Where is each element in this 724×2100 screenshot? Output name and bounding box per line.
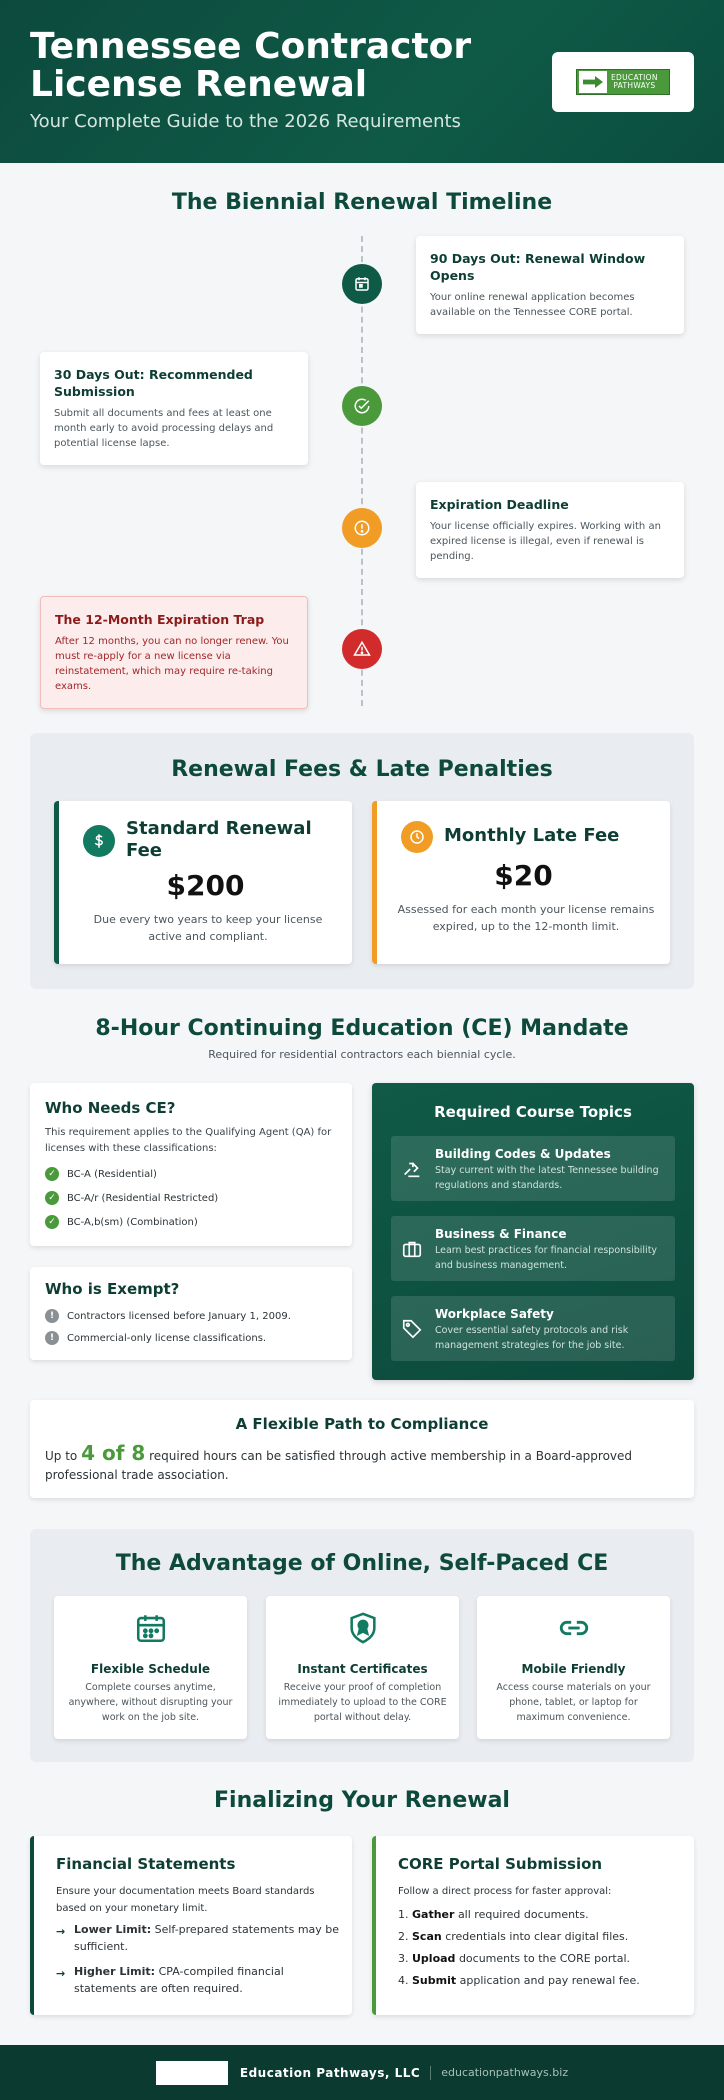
- ce-subheading: Required for residential contractors each biennial cycle.: [208, 1048, 516, 1061]
- higher-limit-item: Higher Limit: CPA-compiled financial statements are often required.: [74, 1965, 284, 1995]
- footer-company: Education Pathways, LLC: [239, 2065, 421, 2080]
- check-icon: ✓: [45, 1191, 59, 1205]
- card-text: Follow a direct process for faster approval:: [398, 1886, 612, 1897]
- topic-text: Cover essential safety protocols and risk management strategies for the job site.: [435, 1325, 629, 1351]
- topic-title: Building Codes & Updates: [435, 1147, 611, 1161]
- link-icon: [557, 1611, 591, 1645]
- topic-title: Business & Finance: [435, 1227, 567, 1241]
- classification-item: ✓ BC-A,b(sm) (Combination): [45, 1215, 198, 1229]
- advantage-title: Instant Certificates: [297, 1662, 428, 1676]
- check-icon: ✓: [45, 1215, 59, 1229]
- timeline-card-title: The 12-Month Expiration Trap: [55, 612, 265, 627]
- info-icon: !: [45, 1331, 59, 1345]
- brand-logo[interactable]: [552, 52, 694, 112]
- advantage-title: Mobile Friendly: [521, 1662, 626, 1676]
- topics-title: Required Course Topics: [434, 1103, 632, 1121]
- timeline-card-text: Submit all documents and fees at least one month early to avoid processing delays and potential license lapse.: [54, 408, 274, 449]
- footer-url-link[interactable]: educationpathways.biz: [441, 2066, 569, 2079]
- final-heading: Finalizing Your Renewal: [214, 1788, 510, 1813]
- topic-text: Stay current with the latest Tennessee building regulations and standards.: [435, 1165, 659, 1191]
- page-subtitle: Your Complete Guide to the 2026 Requirements: [30, 111, 461, 132]
- timeline-card-title: 90 Days Out: Renewal Window Opens: [430, 251, 646, 283]
- timeline-heading: The Biennial Renewal Timeline: [171, 190, 553, 215]
- alert-circle-icon: [342, 508, 382, 548]
- advantage-title: Flexible Schedule: [90, 1662, 211, 1676]
- timeline-card-title: Expiration Deadline: [430, 497, 569, 512]
- arrow-right-icon: →: [56, 1925, 66, 1938]
- fee-description: Assessed for each month your license remains expired, up to the 12-month limit.: [397, 903, 655, 933]
- late-fee-card: [372, 801, 670, 964]
- flexible-title: A Flexible Path to Compliance: [235, 1415, 489, 1433]
- footer: [0, 2045, 724, 2100]
- step-item: 3. Upload documents to the CORE portal.: [398, 1952, 631, 1965]
- financial-statements-card: [30, 1836, 352, 2015]
- advantage-heading: The Advantage of Online, Self-Paced CE: [115, 1551, 609, 1576]
- card-text: This requirement applies to the Qualifying Agent (QA) for licenses with these classifications:: [45, 1127, 332, 1154]
- fees-panel: [30, 733, 694, 989]
- exempt-item: ! Commercial-only license classifications.: [45, 1331, 266, 1345]
- topic-building-codes: [391, 1136, 675, 1201]
- core-portal-card: [372, 1836, 694, 2015]
- timeline-card-30-days: [40, 352, 308, 465]
- advantage-card-certificates: [266, 1596, 459, 1739]
- header-banner: [0, 0, 724, 163]
- card-title: Who Needs CE?: [45, 1099, 176, 1117]
- hours-highlight: 4 of 8: [81, 1441, 146, 1465]
- flexible-path-card: [30, 1400, 694, 1498]
- lower-limit-item: Lower Limit: Self-prepared statements may be sufficient.: [74, 1923, 340, 1953]
- topic-title: Workplace Safety: [435, 1307, 554, 1321]
- card-title: CORE Portal Submission: [398, 1855, 603, 1873]
- timeline-card-12-month-trap: [40, 596, 308, 709]
- fee-amount: $20: [494, 859, 553, 892]
- logo-text-1: EDUCATION: [611, 73, 658, 82]
- timeline-card-text: After 12 months, you can no longer renew. You must re-apply for a new license via reinstatement, which may require re-taking exams.: [55, 636, 289, 692]
- standard-fee-card: [54, 801, 352, 964]
- topic-text: Learn best practices for financial responsibility and business management.: [435, 1245, 658, 1271]
- briefcase-icon: [401, 1238, 423, 1260]
- page-title: Tennessee Contractor License Renewal: [30, 26, 472, 105]
- advantage-text: Access course materials on your phone, tablet, or laptop for maximum convenience.: [496, 1682, 651, 1723]
- step-item: 4. Submit application and pay renewal fee.: [398, 1974, 640, 1987]
- calendar-icon: [134, 1611, 168, 1645]
- footer-divider: [430, 2066, 431, 2080]
- fee-title: Monthly Late Fee: [444, 825, 620, 846]
- dollar-icon: [83, 825, 115, 857]
- exempt-item: ! Contractors licensed before January 1, 2009.: [45, 1309, 291, 1323]
- classification-item: ✓ BC-A/r (Residential Restricted): [45, 1191, 218, 1205]
- check-circle-icon: [342, 386, 382, 426]
- card-title: Who is Exempt?: [45, 1280, 180, 1298]
- tag-icon: [401, 1318, 423, 1340]
- fee-description: Due every two years to keep your license active and compliant.: [93, 913, 323, 943]
- advantage-card-mobile: [477, 1596, 670, 1739]
- card-text: Ensure your documentation meets Board standards based on your monetary limit.: [56, 1886, 315, 1914]
- certificate-shield-icon: [346, 1611, 380, 1645]
- calendar-icon: [342, 264, 382, 304]
- clock-icon: [401, 821, 433, 853]
- who-needs-ce-card: [30, 1083, 352, 1246]
- exempt-card: [30, 1267, 352, 1360]
- step-item: 1. Gather all required documents.: [398, 1908, 589, 1921]
- timeline-card-text: Your license officially expires. Working with an expired license is illegal, even if renewal is pending.: [430, 521, 661, 562]
- code-update-icon: [401, 1158, 423, 1180]
- fee-amount: $200: [166, 869, 245, 902]
- flexible-text: Up to 4 of 8 required hours can be satisfied through active membership in a Board-approved professional trade association.: [45, 1441, 633, 1482]
- advantage-card-schedule: [54, 1596, 247, 1739]
- advantage-text: Receive your proof of completion immediately to upload to the CORE portal without delay.: [278, 1682, 447, 1723]
- timeline-card-text: Your online renewal application becomes available on the Tennessee CORE portal.: [430, 292, 635, 318]
- advantage-text: Complete courses anytime, anywhere, without disrupting your work on the job site.: [68, 1682, 233, 1723]
- info-icon: !: [45, 1309, 59, 1323]
- topic-workplace-safety: [391, 1296, 675, 1361]
- footer-logo[interactable]: [156, 2061, 228, 2085]
- warning-triangle-icon: [342, 629, 382, 669]
- step-item: 2. Scan credentials into clear digital files.: [398, 1930, 629, 1943]
- arrow-logo-icon: [579, 71, 607, 93]
- timeline-card-expiration: [416, 482, 684, 578]
- check-icon: ✓: [45, 1167, 59, 1181]
- advantage-panel: [30, 1529, 694, 1762]
- timeline-card-90-days: [416, 236, 684, 334]
- fees-heading: Renewal Fees & Late Penalties: [171, 757, 553, 782]
- logo-text-2: PATHWAYS: [613, 81, 656, 90]
- topic-business-finance: [391, 1216, 675, 1281]
- course-topics-panel: [372, 1083, 694, 1380]
- ce-heading: 8-Hour Continuing Education (CE) Mandate: [95, 1016, 629, 1041]
- timeline-card-title: 30 Days Out: Recommended Submission: [54, 367, 253, 399]
- fee-title: Standard Renewal Fee: [126, 818, 312, 861]
- card-title: Financial Statements: [56, 1855, 236, 1873]
- classification-item: ✓ BC-A (Residential): [45, 1167, 157, 1181]
- arrow-right-icon: →: [56, 1967, 66, 1980]
